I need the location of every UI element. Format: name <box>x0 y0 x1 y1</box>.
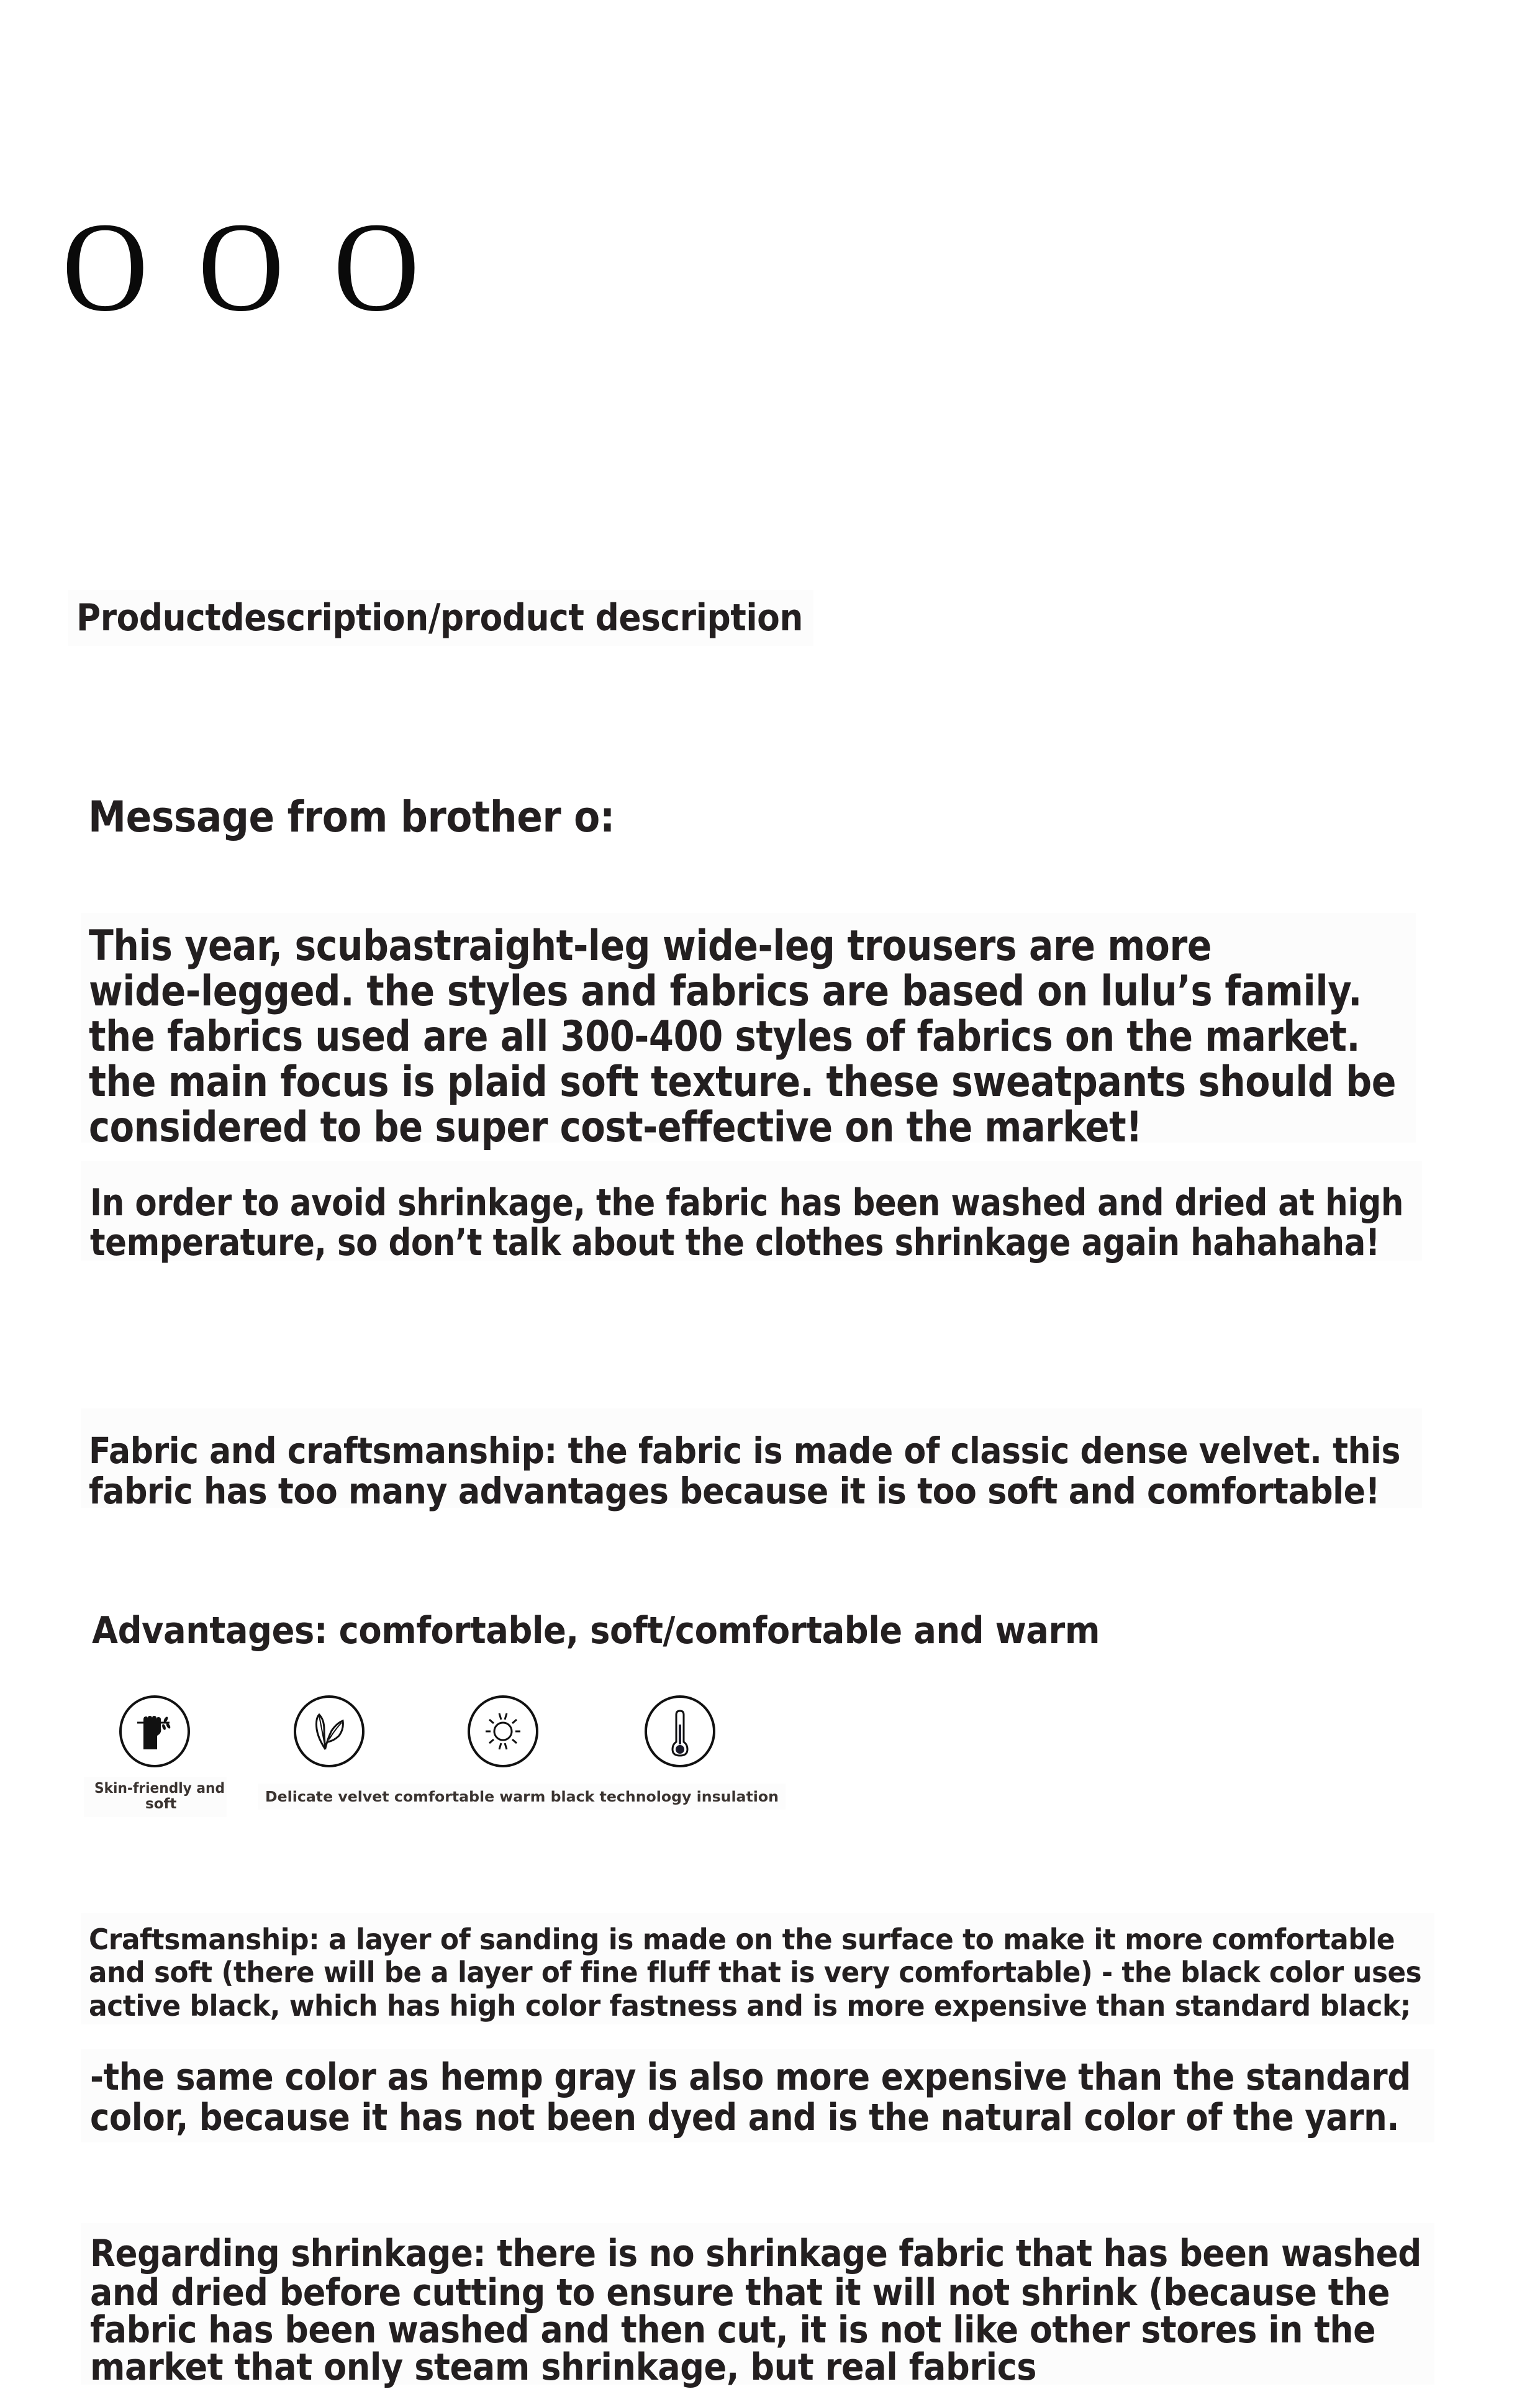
thermometer-icon <box>644 1695 716 1768</box>
paragraph-line: market that only steam shrinkage, but real fabrics <box>90 2346 1037 2389</box>
logo-letter: O <box>62 196 148 338</box>
icon-label-features: Delicate velvet comfortable warm black technology insulation <box>265 1789 779 1805</box>
paragraph-line: Regarding shrinkage: there is no shrinkage fabric that has been washed <box>90 2232 1421 2275</box>
sun-icon <box>467 1695 539 1768</box>
paragraph-line: and dried before cutting to ensure that it will not shrink (because the <box>90 2271 1390 2314</box>
paragraph-line: -the same color as hemp gray is also more expensive than the standard <box>90 2056 1411 2099</box>
leaves-icon <box>293 1695 365 1768</box>
page-title: Productdescription/product description <box>76 596 803 640</box>
paragraph-line: color, because it has not been dyed and is the natural color of the yarn. <box>90 2096 1400 2139</box>
paragraph-line: Craftsmanship: a layer of sanding is made on the surface to make it more comfortable <box>89 1923 1395 1956</box>
fist-wheat-icon <box>119 1695 191 1768</box>
paragraph-line: fabric has too many advantages because it is too soft and comfortable! <box>89 1470 1380 1512</box>
message-heading: Message from brother o: <box>88 792 615 842</box>
paragraph-line: active black, which has high color fastness and is more expensive than standard black; <box>89 1989 1411 2023</box>
paragraph-line: temperature, so don’t talk about the clothes shrinkage again hahahaha! <box>90 1221 1380 1264</box>
icon-label-skin-friendly: Skin-friendly and <box>94 1780 225 1797</box>
paragraph-line: Fabric and craftsmanship: the fabric is made of classic dense velvet. this <box>89 1430 1400 1472</box>
paragraph-line: the main focus is plaid soft texture. these sweatpants should be <box>89 1058 1397 1107</box>
paragraph-line: considered to be super cost-effective on the market! <box>89 1103 1143 1152</box>
icon-label-soft: soft <box>145 1796 177 1812</box>
paragraph-line: and soft (there will be a layer of fine fluff that is very comfortable) - the black color uses <box>89 1956 1422 1989</box>
logo-letter: O <box>333 196 420 338</box>
paragraph-line: This year, scubastraight-leg wide-leg trousers are more <box>89 922 1212 971</box>
advantages-heading: Advantages: comfortable, soft/comfortable and warm <box>92 1609 1100 1652</box>
paragraph-line: wide-legged. the styles and fabrics are based on lulu’s family. <box>89 967 1362 1016</box>
logo-letter: O <box>198 196 284 338</box>
paragraph-line: the fabrics used are all 300-400 styles of fabrics on the market. <box>89 1012 1360 1061</box>
paragraph-line: fabric has been washed and then cut, it is not like other stores in the <box>90 2308 1376 2352</box>
paragraph-line: In order to avoid shrinkage, the fabric has been washed and dried at high <box>90 1181 1404 1225</box>
